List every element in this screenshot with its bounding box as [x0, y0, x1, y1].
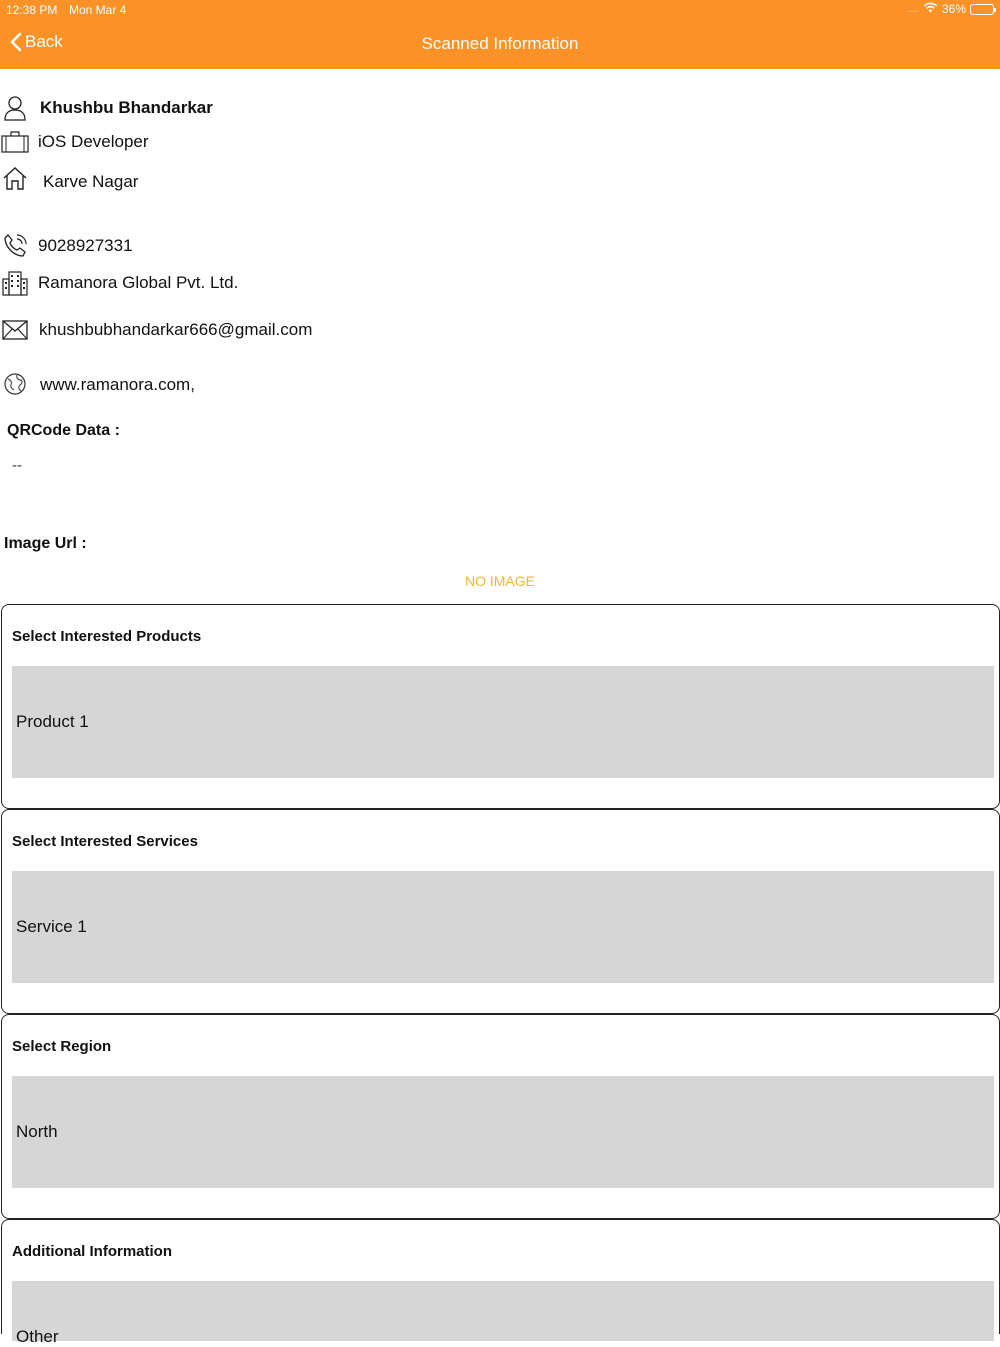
battery-icon — [970, 4, 994, 15]
back-label: Back — [25, 32, 63, 51]
no-image-placeholder: NO IMAGE — [464, 573, 535, 589]
contact-name-row — [0, 93, 213, 123]
status-date: Mon Mar 4 — [69, 3, 127, 17]
contact-website-row[interactable] — [0, 369, 195, 399]
additional-information-select[interactable]: Other — [12, 1281, 994, 1341]
person-icon — [0, 93, 30, 123]
contact-company-row — [0, 268, 238, 298]
contact-phone-row[interactable] — [0, 231, 133, 261]
interested-services-card — [1, 809, 1000, 1014]
cellular-signal-icon: .... — [907, 3, 919, 15]
status-time: 12:38 PM — [6, 3, 58, 17]
contact-name: Khushbu Bhandarkar — [40, 98, 213, 117]
contact-website: www.ramanora.com, — [40, 375, 195, 394]
additional-information-title: Additional Information — [12, 1243, 172, 1260]
battery-percent: 36% — [941, 2, 966, 16]
contact-phone: 9028927331 — [38, 236, 133, 255]
page-title: Scanned Information — [421, 34, 579, 53]
additional-information-card — [1, 1219, 1000, 1346]
contact-email-row[interactable] — [0, 315, 312, 345]
interested-services-select[interactable]: Service 1 — [12, 871, 994, 983]
briefcase-icon — [0, 127, 30, 157]
phone-icon — [0, 231, 30, 261]
contact-email: khushbubhandarkar666@gmail.com — [39, 320, 313, 339]
contact-company: Ramanora Global Pvt. Ltd. — [38, 273, 239, 292]
interested-products-select[interactable]: Product 1 — [12, 666, 994, 778]
contact-designation: iOS Developer — [38, 132, 149, 151]
region-select[interactable]: North — [12, 1076, 994, 1188]
envelope-icon — [0, 315, 30, 345]
contact-address-row — [0, 163, 138, 193]
contact-designation-row — [0, 127, 149, 157]
globe-icon — [0, 369, 30, 399]
interested-services-title: Select Interested Services — [12, 833, 198, 850]
region-title: Select Region — [12, 1038, 112, 1055]
qr-data-value: -- — [12, 457, 22, 474]
qr-data-label: QRCode Data : — [7, 422, 120, 439]
home-icon — [0, 163, 30, 193]
navigation-bar — [0, 0, 1000, 69]
region-card — [1, 1014, 1000, 1219]
wifi-icon — [923, 2, 938, 16]
interested-products-title: Select Interested Products — [12, 628, 202, 645]
image-url-label: Image Url : — [4, 535, 87, 552]
office-building-icon — [0, 268, 30, 298]
contact-address: Karve Nagar — [43, 172, 139, 191]
status-indicators — [908, 2, 994, 16]
interested-products-card — [1, 604, 1000, 809]
